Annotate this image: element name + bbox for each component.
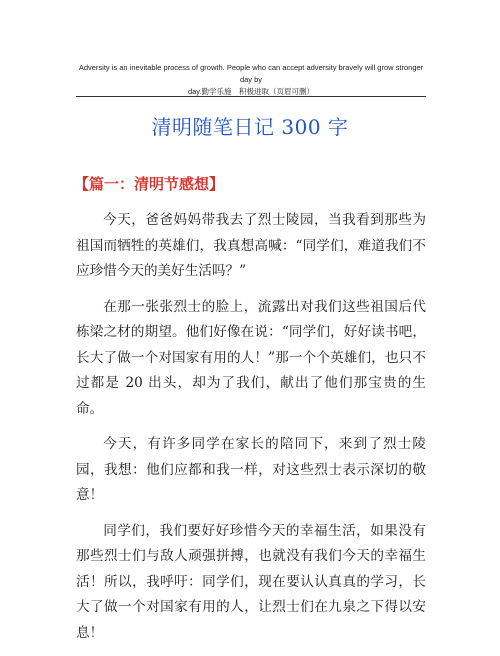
page-header [76,62,426,98]
paragraph-1: 今天，爸爸妈妈带我去了烈士陵园，当我看到那些为祖国而牺牲的英雄们，我真想高喊：“同学们，难道我们不应珍惜今天的美好生活吗？” [76,212,426,279]
paragraph-3: 今天，有许多同学在家长的陪同下，来到了烈士陵园，我想：他们应都和我一样，对这些烈士表示深切的敬意！ [76,436,426,503]
document-title: 清明随笔日记 300 字 [151,115,349,139]
header-line-2: day.勤学乐施 积极进取（页眉可删） [187,87,315,96]
paragraph-4: 同学们，我们要好好珍惜今天的幸福生活，如果没有那些烈士们与敌人顽强拼搏，也就没有我们今天的幸福生活！所以，我呼吁：同学们，现在要认认真真的学习，长大了做一个对国家有用的人，让烈士们在九泉之下得以安息！ [76,522,426,641]
document-body [76,208,426,656]
section-heading: 【篇一：清明节感想】 [74,175,225,193]
header-divider [76,96,426,97]
header-line-1: Adversity is an inevitable process of growth. People who can accept adversity bravely will grow stronger day by [78,63,424,84]
paragraph-2: 在那一张张烈士的脸上，流露出对我们这些祖国后代栋梁之材的期望。他们好像在说：“同学们，好好读书吧，长大了做一个对国家有用的人！”那一个个英雄们，也只不过都是 20 出头，却为了我们，献出了他们那宝贵的生命。 [76,298,426,417]
